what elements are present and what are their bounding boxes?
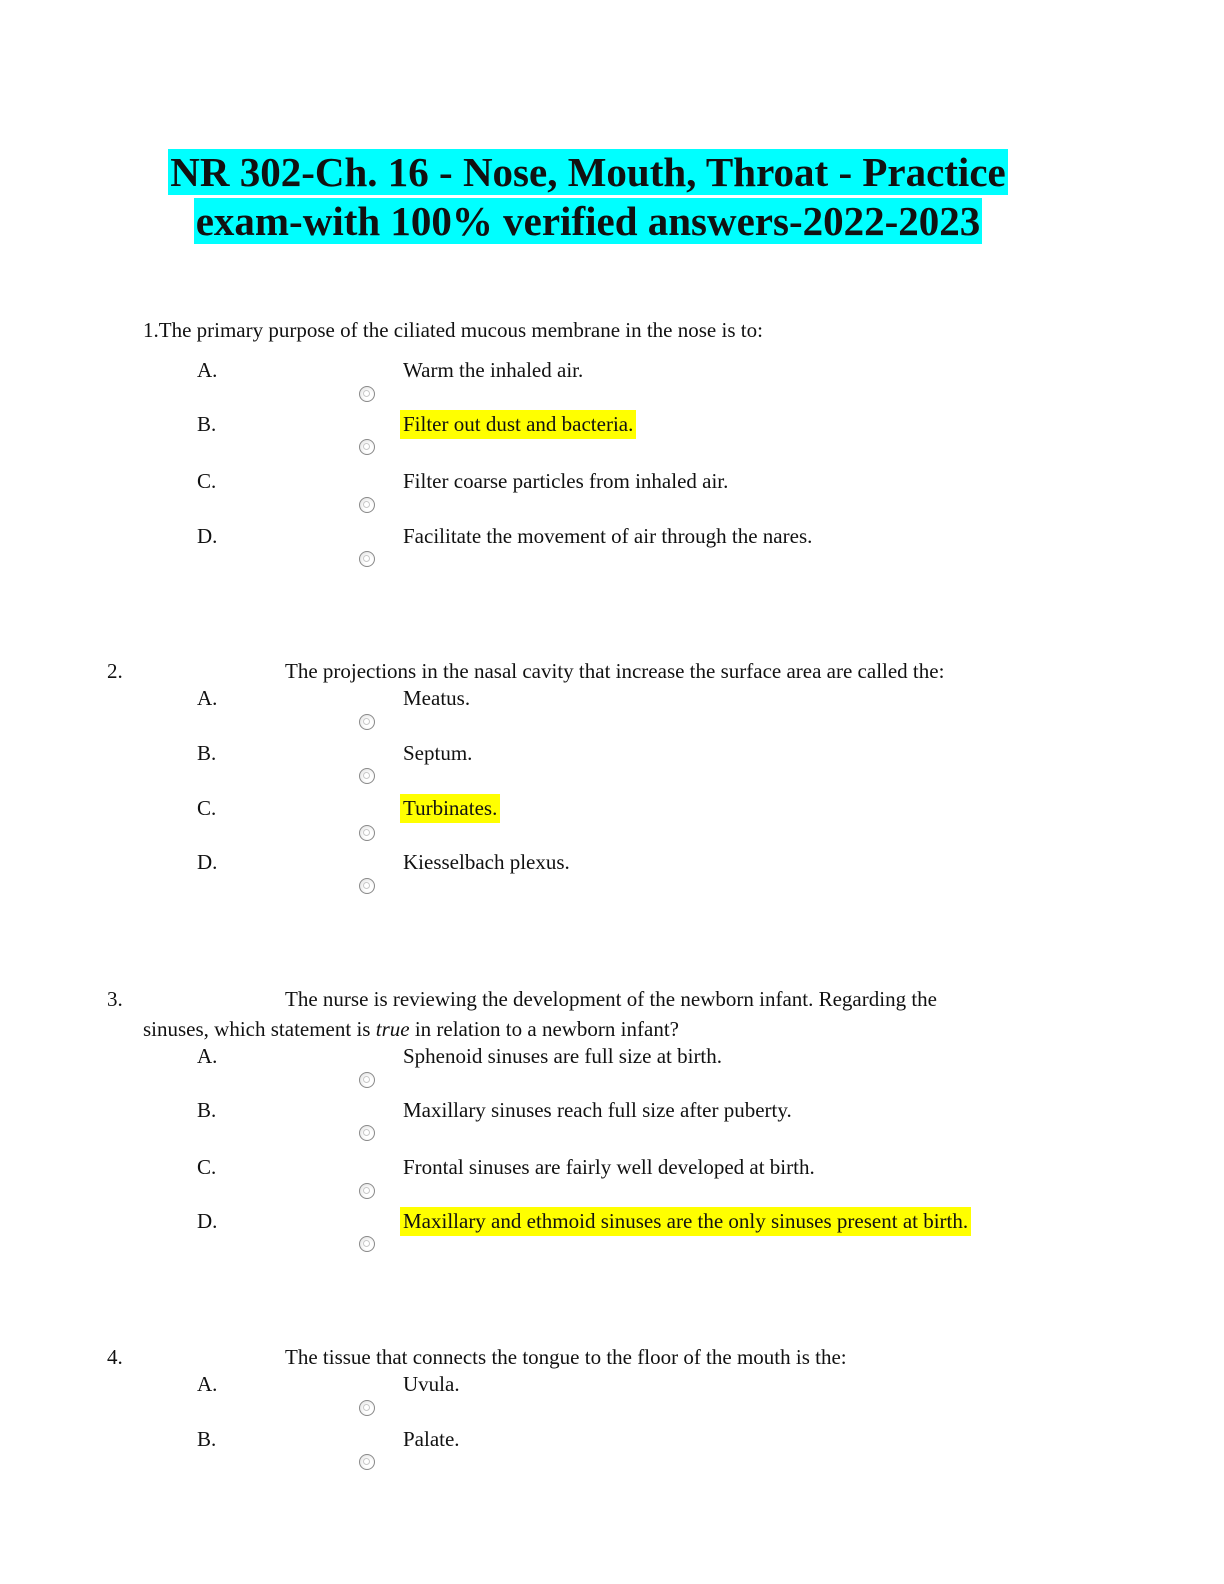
option-text: Palate. xyxy=(403,1427,460,1451)
radio-button-icon[interactable] xyxy=(359,768,375,784)
radio-button-icon[interactable] xyxy=(359,878,375,894)
option-letter: A. xyxy=(197,686,218,710)
option-letter: A. xyxy=(197,1372,218,1396)
radio-button-icon[interactable] xyxy=(359,1125,375,1141)
prompt-part: in relation to a newborn infant? xyxy=(409,1017,679,1041)
question-prompt: The projections in the nasal cavity that increase the surface area are called the: xyxy=(285,659,945,683)
option-text-highlighted: Filter out dust and bacteria. xyxy=(400,410,636,439)
option-text: Maxillary sinuses reach full size after puberty. xyxy=(403,1098,792,1122)
option-text-highlighted: Turbinates. xyxy=(400,794,500,823)
question-prompt: The primary purpose of the ciliated mucous membrane in the nose is to: xyxy=(158,318,763,342)
radio-button-icon[interactable] xyxy=(359,714,375,730)
option-letter: B. xyxy=(197,412,217,436)
option-text-highlighted: Maxillary and ethmoid sinuses are the only sinuses present at birth. xyxy=(400,1207,971,1236)
option-letter: B. xyxy=(197,741,217,765)
option-text: Filter coarse particles from inhaled air. xyxy=(403,469,729,493)
option-letter: D. xyxy=(197,850,218,874)
radio-button-icon[interactable] xyxy=(359,1072,375,1088)
radio-button-icon[interactable] xyxy=(359,1454,375,1470)
option-text: Facilitate the movement of air through the nares. xyxy=(403,524,813,548)
option-text: Kiesselbach plexus. xyxy=(403,850,570,874)
question-number: 3. xyxy=(107,987,123,1011)
question-prompt-continued xyxy=(143,1015,679,1044)
prompt-italic: true xyxy=(375,1017,410,1041)
radio-button-icon[interactable] xyxy=(359,497,375,513)
radio-button-icon[interactable] xyxy=(359,825,375,841)
radio-button-icon[interactable] xyxy=(359,1400,375,1416)
option-text: Sphenoid sinuses are full size at birth. xyxy=(403,1044,723,1068)
radio-button-icon[interactable] xyxy=(359,386,375,402)
question-number: 2. xyxy=(107,659,123,683)
title-line-1: NR 302-Ch. 16 - Nose, Mouth, Throat - Practice xyxy=(170,149,1006,195)
radio-button-icon[interactable] xyxy=(359,1236,375,1252)
title-line-2: exam-with 100% verified answers-2022-2023 xyxy=(195,198,981,244)
question-1-text xyxy=(143,316,763,345)
question-number: 1. xyxy=(143,318,159,342)
prompt-part: sinuses, which statement is xyxy=(143,1017,376,1041)
option-text: Frontal sinuses are fairly well developed at birth. xyxy=(403,1155,815,1179)
option-letter: D. xyxy=(197,524,218,548)
option-letter: A. xyxy=(197,358,218,382)
option-text: Septum. xyxy=(403,741,473,765)
page-title xyxy=(0,148,1176,246)
option-letter: A. xyxy=(197,1044,218,1068)
question-prompt: The tissue that connects the tongue to the floor of the mouth is the: xyxy=(285,1345,847,1369)
question-number: 4. xyxy=(107,1345,123,1369)
option-text: Uvula. xyxy=(403,1372,460,1396)
option-text: Meatus. xyxy=(403,686,471,710)
option-letter: B. xyxy=(197,1427,217,1451)
radio-button-icon[interactable] xyxy=(359,439,375,455)
question-prompt: The nurse is reviewing the development of the newborn infant. Regarding the xyxy=(285,987,937,1011)
option-text: Warm the inhaled air. xyxy=(403,358,584,382)
option-letter: C. xyxy=(197,796,217,820)
option-letter: B. xyxy=(197,1098,217,1122)
option-letter: C. xyxy=(197,469,217,493)
radio-button-icon[interactable] xyxy=(359,551,375,567)
radio-button-icon[interactable] xyxy=(359,1183,375,1199)
option-letter: D. xyxy=(197,1209,218,1233)
option-letter: C. xyxy=(197,1155,217,1179)
